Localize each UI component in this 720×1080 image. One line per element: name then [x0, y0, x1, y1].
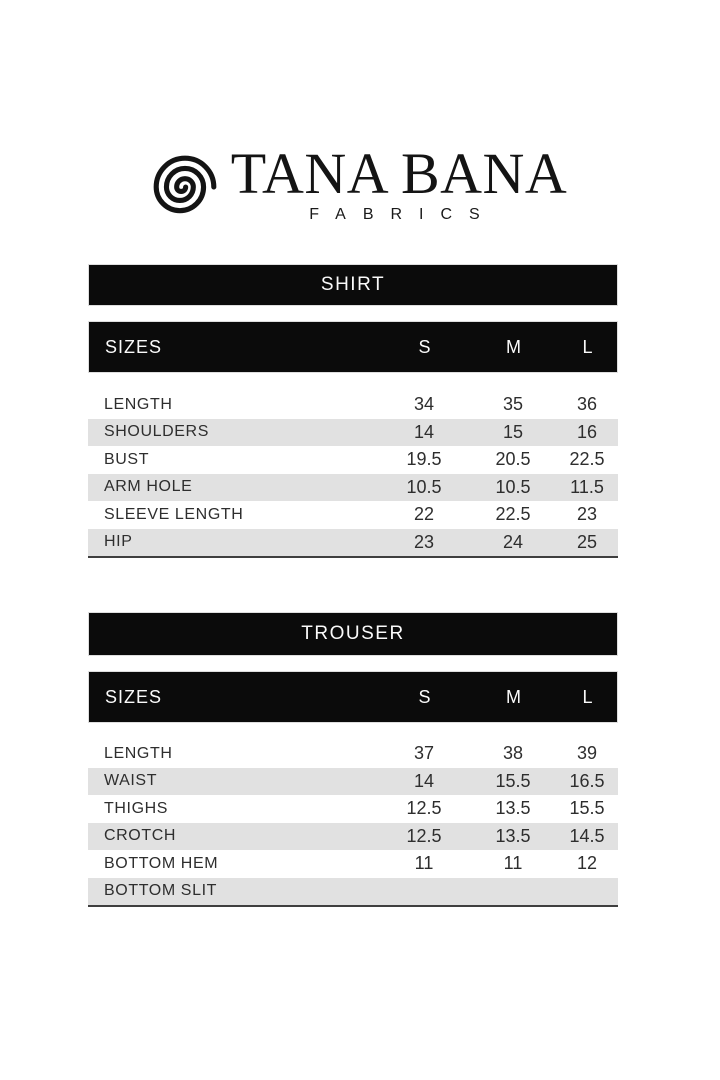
size-value-l: 11.5: [570, 476, 604, 497]
size-value-l: 36: [576, 394, 598, 415]
size-value-s: 11: [414, 853, 434, 874]
size-value-m: 15: [502, 421, 524, 442]
measurement-row: [88, 795, 618, 823]
size-value-l: 12: [576, 853, 598, 874]
size-value-m: 35: [502, 394, 524, 415]
trouser-section: [88, 612, 618, 907]
sizes-header-label: SIZES: [105, 336, 163, 357]
shirt-sizes-header: [88, 321, 618, 373]
section-title-trouser: TROUSER: [88, 612, 618, 656]
measurement-label: LENGTH: [104, 744, 173, 762]
trouser-sizes-header: [88, 671, 618, 723]
measurement-label: CROTCH: [104, 827, 177, 845]
measurement-row: [88, 474, 618, 502]
size-value-s: 10.5: [406, 476, 442, 497]
column-header-m: M: [506, 686, 522, 707]
size-value-l: 39: [576, 743, 598, 764]
measurement-label: LENGTH: [104, 395, 173, 413]
measurement-row: [88, 501, 618, 529]
size-value-s: 19.5: [406, 449, 442, 470]
measurement-label: BOTTOM HEM: [104, 854, 219, 872]
size-value-s: 14: [413, 770, 435, 791]
measurement-row: [88, 419, 618, 447]
measurement-row: [88, 740, 618, 768]
size-value-l: 16: [576, 421, 598, 442]
measurement-row: [88, 823, 618, 851]
measurement-row: [88, 768, 618, 796]
size-value-s: 14: [413, 421, 435, 442]
measurement-row: [88, 529, 618, 557]
size-value-m: 10.5: [495, 476, 531, 497]
size-value-l: 15.5: [569, 798, 605, 819]
measurement-row: [88, 850, 618, 878]
size-value-m: 13.5: [495, 825, 531, 846]
measurement-row: [88, 878, 618, 906]
size-value-s: 12.5: [406, 825, 442, 846]
column-header-s: S: [418, 686, 432, 707]
measurement-label: HIP: [104, 533, 133, 551]
size-value-l: 16.5: [569, 770, 605, 791]
measurement-label: SHOULDERS: [104, 423, 209, 441]
column-header-l: L: [582, 686, 594, 707]
brand-name: TANA BANA: [230, 141, 568, 207]
size-value-l: 14.5: [569, 825, 605, 846]
measurement-label: SLEEVE LENGTH: [104, 505, 244, 523]
measurement-row: [88, 446, 618, 474]
size-value-s: 37: [413, 743, 435, 764]
brand-subtitle: FABRICS: [309, 205, 497, 223]
column-header-l: L: [582, 336, 594, 357]
size-value-m: 20.5: [495, 449, 531, 470]
shirt-measurement-table: [88, 391, 618, 558]
size-value-m: 38: [502, 743, 524, 764]
trouser-measurement-table: [88, 740, 618, 907]
column-header-m: M: [506, 336, 522, 357]
size-value-s: 12.5: [406, 798, 442, 819]
brand-text-block: [230, 141, 568, 224]
size-value-l: 22.5: [569, 449, 605, 470]
sizes-header-label: SIZES: [105, 686, 163, 707]
size-value-s: 22: [413, 504, 435, 525]
size-value-s: 23: [413, 531, 435, 552]
shirt-section: [88, 264, 618, 558]
measurement-label: WAIST: [104, 772, 158, 790]
measurement-label: BUST: [104, 450, 150, 468]
measurement-label: THIGHS: [104, 799, 169, 817]
size-value-m: 13.5: [495, 798, 531, 819]
size-value-l: 23: [576, 504, 598, 525]
size-value-s: 34: [413, 394, 435, 415]
section-title-shirt: SHIRT: [88, 264, 618, 306]
brand-logo: [0, 141, 720, 228]
column-header-s: S: [418, 336, 432, 357]
measurement-label: ARM HOLE: [104, 478, 193, 496]
size-value-m: 15.5: [495, 770, 531, 791]
size-value-l: 25: [576, 531, 598, 552]
measurement-label: BOTTOM SLIT: [104, 882, 217, 900]
spiral-icon: [153, 155, 217, 219]
measurement-row: [88, 391, 618, 419]
size-value-m: 24: [502, 531, 524, 552]
size-value-m: 22.5: [495, 504, 531, 525]
size-value-m: 11: [503, 853, 523, 874]
